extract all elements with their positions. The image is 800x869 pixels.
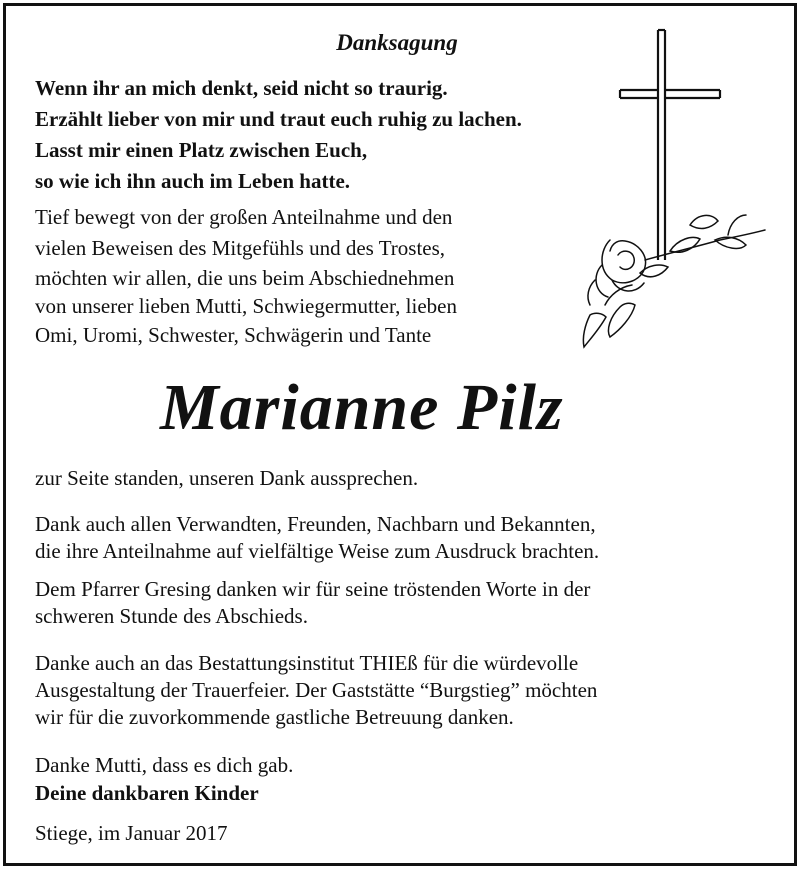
thanks-line: Dem Pfarrer Gresing danken wir für seine tröstenden Worte in der [35, 577, 591, 601]
deceased-name: Marianne Pilz [160, 371, 564, 444]
thanks-line: schweren Stunde des Abschieds. [35, 604, 308, 628]
rose-icon [583, 215, 765, 347]
after-name-line: zur Seite standen, unseren Dank aussprechen. [35, 466, 419, 490]
thanks-line: Danke auch an das Bestattungsinstitut THIEß für die würdevolle [35, 651, 579, 675]
cross-icon [540, 25, 790, 375]
poem-line: Erzählt lieber von mir und traut euch ruhig zu lachen. [35, 107, 522, 131]
thanks-line: Dank auch allen Verwandten, Freunden, Nachbarn und Bekannten, [35, 512, 596, 536]
thanks-line: die ihre Anteilnahme auf vielfältige Weise zum Ausdruck brachten. [35, 539, 600, 563]
poem-line: so wie ich ihn auch im Leben hatte. [35, 169, 351, 193]
thanks-line: wir für die zuvorkommende gastliche Betreuung danken. [35, 705, 514, 729]
intro-line: von unserer lieben Mutti, Schwiegermutter, lieben [35, 294, 457, 318]
intro-line: Tief bewegt von der großen Anteilnahme und den [35, 205, 453, 229]
closing-line: Danke Mutti, dass es dich gab. [35, 753, 294, 777]
intro-line: möchten wir allen, die uns beim Abschiednehmen [35, 266, 455, 290]
poem-line: Wenn ihr an mich denkt, seid nicht so traurig. [35, 76, 448, 100]
place-date: Stiege, im Januar 2017 [35, 821, 228, 845]
notice-heading: Danksagung [336, 30, 458, 55]
intro-line: Omi, Uromi, Schwester, Schwägerin und Tante [35, 323, 432, 347]
intro-line: vielen Beweisen des Mitgefühls und des Trostes, [35, 236, 446, 260]
poem-line: Lasst mir einen Platz zwischen Euch, [35, 138, 368, 162]
signature: Deine dankbaren Kinder [35, 781, 259, 805]
thanks-line: Ausgestaltung der Trauerfeier. Der Gaststätte “Burgstieg” möchten [35, 678, 598, 702]
